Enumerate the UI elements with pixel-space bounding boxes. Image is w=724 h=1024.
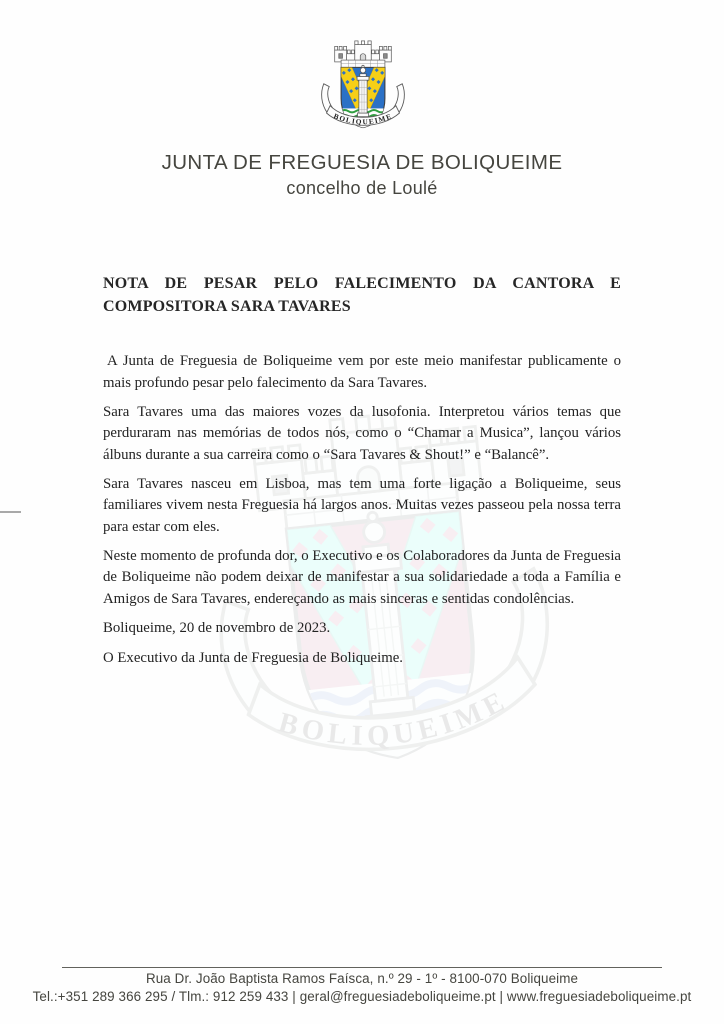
page-footer bbox=[0, 967, 724, 1006]
date-line: Boliqueime, 20 de novembro de 2023. bbox=[103, 620, 331, 636]
closing-line: O Executivo da Junta de Freguesia de Boliqueime. bbox=[103, 649, 403, 666]
letterhead bbox=[0, 152, 724, 199]
municipality-line: concelho de Loulé bbox=[286, 178, 438, 198]
fold-mark bbox=[0, 511, 21, 513]
paragraph: A Junta de Freguesia de Boliqueime vem por este meio manifestar publicamente o mais profundo pesar pelo falecimento da Sara Tavares. bbox=[103, 353, 621, 391]
paragraph: Sara Tavares nasceu em Lisboa, mas tem uma forte ligação a Boliqueime, seus familiares vivem nesta Freguesia há largos anos. Muitas vezes passeou pela nossa terra para estar com eles. bbox=[103, 475, 621, 535]
footer-address: Rua Dr. João Baptista Ramos Faísca, n.º 29 - 1º - 8100-070 Boliqueime bbox=[145, 971, 578, 986]
document-body bbox=[103, 272, 621, 677]
organization-name: JUNTA DE FREGUESIA DE BOLIQUEIME bbox=[161, 151, 563, 174]
footer-divider bbox=[62, 967, 662, 968]
footer-contacts: Tel.:+351 289 366 295 / Tlm.: 912 259 433 | geral@freguesiadeboliqueime.pt | www.freguesiadeboliqueime.pt bbox=[32, 989, 692, 1004]
document-title: NOTA DE PESAR PELO FALECIMENTO DA CANTORA E COMPOSITORA SARA TAVARES bbox=[103, 275, 621, 315]
coat-of-arms bbox=[308, 40, 418, 134]
paragraph: Sara Tavares uma das maiores vozes da lusofonia. Interpretou vários temas que perduraram nas memórias de todos nós, como o “Chamar a Musica”, lançou vários álbuns durante a sua carreira como o “Sara Tavares & Shout!” e “Balancê”. bbox=[103, 403, 621, 463]
paragraph: Neste momento de profunda dor, o Executivo e os Colaboradores da Junta de Freguesia de Boliqueime não podem deixar de manifestar a sua solidariedade a toda a Família e Amigos de Sara Tavares, endereçando as mais sinceras e sentidas condolências. bbox=[103, 547, 621, 607]
